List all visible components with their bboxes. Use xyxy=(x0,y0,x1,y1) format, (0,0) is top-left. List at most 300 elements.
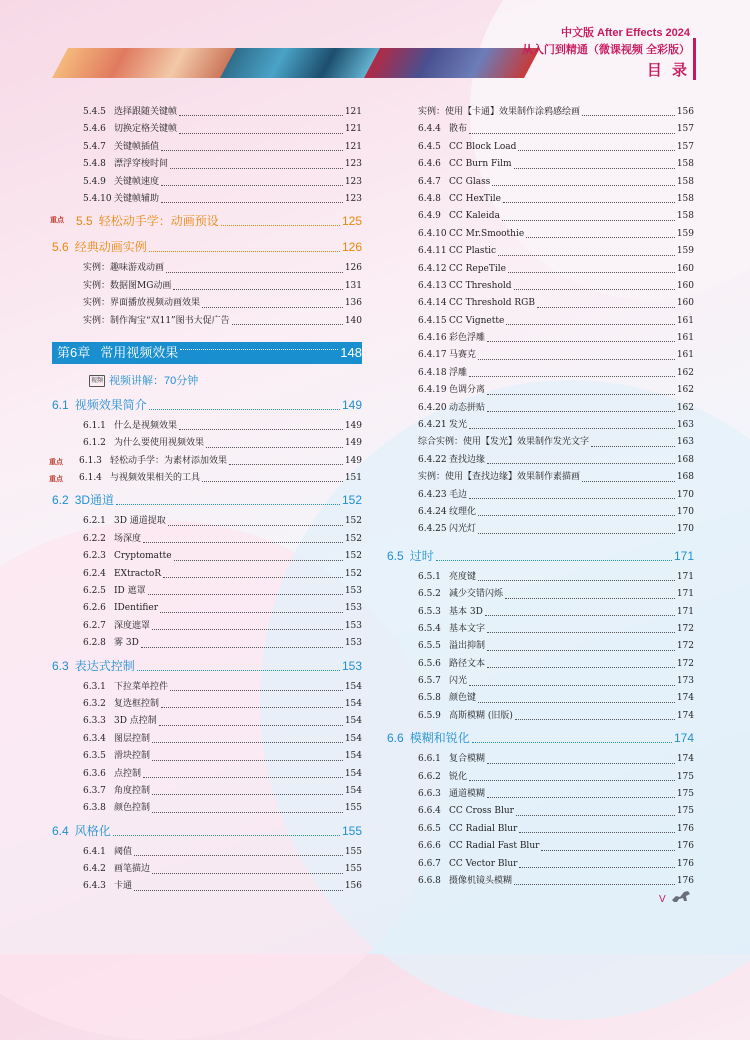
entry-page: 171 xyxy=(676,589,694,600)
entry-page: 160 xyxy=(676,263,694,274)
toc-entry[interactable] xyxy=(387,786,694,803)
leader-dots xyxy=(436,560,672,561)
leader-dots xyxy=(514,884,675,885)
leader-dots xyxy=(498,255,675,256)
leader-dots xyxy=(137,670,340,671)
entry-title: 实例：界面播放视频动画效果 xyxy=(83,298,201,309)
toc-entry[interactable] xyxy=(387,673,694,690)
entry-number: 6.3.8 xyxy=(83,803,106,814)
entry-page: 155 xyxy=(344,846,362,857)
toc-entry[interactable] xyxy=(387,691,694,708)
leader-dots xyxy=(134,890,343,891)
toc-entry[interactable] xyxy=(387,751,694,768)
entry-title: 纹理化 xyxy=(449,506,477,517)
entry-title: IDentifier xyxy=(114,603,159,614)
leader-dots xyxy=(478,515,675,516)
toc-entry[interactable] xyxy=(52,748,362,765)
entry-title: 毛边 xyxy=(449,489,468,500)
header-text xyxy=(522,24,690,80)
entry-title: CC Vector Blur xyxy=(449,858,518,869)
entry-number: 6.4.20 xyxy=(418,402,447,413)
leader-dots xyxy=(161,707,343,708)
entry-number: 6.5.6 xyxy=(418,658,441,669)
toc-entry[interactable] xyxy=(52,800,362,817)
toc-entry[interactable] xyxy=(387,586,694,603)
entry-title: CC Threshold xyxy=(449,280,512,291)
section-page: 125 xyxy=(341,214,362,229)
toc-entry[interactable] xyxy=(52,879,362,896)
leader-dots xyxy=(170,690,343,691)
entry-page: 170 xyxy=(676,489,694,500)
entry-title: 基本 3D xyxy=(449,606,483,617)
entry-page: 172 xyxy=(676,658,694,669)
entry-page: 158 xyxy=(676,211,694,222)
entry-title: 下拉菜单控件 xyxy=(114,681,169,692)
leader-dots xyxy=(229,464,343,465)
entry-page: 170 xyxy=(676,506,694,517)
leader-dots xyxy=(514,168,675,169)
entry-number: 6.2.1 xyxy=(83,516,106,527)
leader-dots xyxy=(485,615,675,616)
leader-dots xyxy=(503,202,675,203)
toc-entry[interactable] xyxy=(387,803,694,820)
toc-section[interactable] xyxy=(52,208,362,234)
entry-title: CC Vignette xyxy=(449,315,505,326)
section-page: 174 xyxy=(673,731,694,746)
entry-title: 关键帧插值 xyxy=(114,141,160,152)
toc-entry[interactable] xyxy=(387,656,694,673)
entry-number: 6.4.2 xyxy=(83,864,106,875)
leader-dots xyxy=(173,289,342,290)
entry-page: 175 xyxy=(676,771,694,782)
leader-dots xyxy=(179,429,343,430)
section-title: 视频效果简介 xyxy=(74,397,147,412)
entry-number: 6.6.5 xyxy=(418,823,441,834)
entry-title: 场深度 xyxy=(114,533,142,544)
toc-entry[interactable] xyxy=(52,531,362,548)
entry-page: 131 xyxy=(344,280,362,291)
entry-page: 176 xyxy=(676,858,694,869)
toc-entry[interactable] xyxy=(387,838,694,855)
entry-title: 基本文字 xyxy=(449,623,486,634)
entry-title: CC Cross Blur xyxy=(449,806,514,817)
entry-title: 图层控制 xyxy=(114,733,151,744)
entry-number: 6.4.25 xyxy=(418,524,447,535)
toc-entry[interactable] xyxy=(387,569,694,586)
entry-number: 6.4.10 xyxy=(418,228,447,239)
entry-number: 6.5.3 xyxy=(418,606,441,617)
leader-dots xyxy=(202,481,343,482)
entry-number: 6.1.2 xyxy=(83,438,106,449)
toc-entry[interactable] xyxy=(52,696,362,713)
entry-page: 154 xyxy=(344,768,362,779)
entry-title: 实例：使用【卡通】效果制作涂鸦感绘画 xyxy=(418,106,581,117)
leader-dots xyxy=(526,237,675,238)
entry-number: 5.4.9 xyxy=(83,176,106,187)
leader-dots xyxy=(487,650,675,651)
entry-page: 155 xyxy=(344,803,362,814)
entry-page: 140 xyxy=(344,315,362,326)
leader-dots xyxy=(508,272,675,273)
entry-page: 157 xyxy=(676,141,694,152)
toc-entry[interactable] xyxy=(52,260,362,277)
entry-number: 6.5.7 xyxy=(418,676,441,687)
entry-page: 121 xyxy=(344,141,362,152)
entry-number: 6.3.4 xyxy=(83,733,106,744)
toc-entry[interactable] xyxy=(387,382,694,399)
toc-entry[interactable] xyxy=(51,453,362,470)
section-number: 6.5 xyxy=(387,548,404,563)
entry-number: 5.4.5 xyxy=(83,106,106,117)
entry-title: Cryptomatte xyxy=(114,551,172,562)
entry-number: 6.4.7 xyxy=(418,176,441,187)
leader-dots xyxy=(159,725,343,726)
toc-entry[interactable] xyxy=(387,174,694,191)
toc-entry[interactable] xyxy=(387,873,694,890)
toc-entry[interactable] xyxy=(52,679,362,696)
page-header xyxy=(0,0,750,100)
entry-page: 171 xyxy=(676,571,694,582)
toc-entry[interactable] xyxy=(387,708,694,725)
toc-entry[interactable] xyxy=(52,174,362,191)
leader-dots xyxy=(152,812,343,813)
toc-entry[interactable] xyxy=(387,638,694,655)
entry-title: CC Mr.Smoothie xyxy=(449,228,525,239)
leader-dots xyxy=(170,168,343,169)
entry-page: 157 xyxy=(676,124,694,135)
toc-entry[interactable] xyxy=(387,121,694,138)
header-photo-strip xyxy=(220,48,386,78)
toc-entry[interactable] xyxy=(387,452,694,469)
toc-entry[interactable] xyxy=(52,513,362,530)
leader-dots xyxy=(221,225,340,226)
leader-dots xyxy=(141,647,343,648)
toc-entry[interactable] xyxy=(387,295,694,312)
toc-entry[interactable] xyxy=(387,261,694,278)
leader-dots xyxy=(206,447,343,448)
entry-title: 浮雕 xyxy=(449,367,468,378)
entry-page: 168 xyxy=(676,454,694,465)
toc-entry[interactable] xyxy=(387,821,694,838)
entry-number: 6.6.1 xyxy=(418,754,441,765)
entry-page: 152 xyxy=(344,551,362,562)
entry-number: 6.4.9 xyxy=(418,211,441,222)
toc-entry[interactable] xyxy=(387,278,694,295)
entry-page: 136 xyxy=(344,298,362,309)
page-title: 目 录 xyxy=(646,62,690,79)
entry-number: 6.4.16 xyxy=(418,333,447,344)
entry-title: 为什么要使用视频效果 xyxy=(114,438,205,449)
toc-entry[interactable] xyxy=(387,208,694,225)
entry-number: 6.4.8 xyxy=(418,193,441,204)
leader-dots xyxy=(180,349,338,350)
section-number: 6.1 xyxy=(52,397,69,412)
entry-title: 什么是视频效果 xyxy=(114,420,178,431)
section-title: 风格化 xyxy=(74,823,111,838)
entry-page: 151 xyxy=(344,473,362,484)
entry-title: 切换定格关键帧 xyxy=(114,124,178,135)
entry-page: 154 xyxy=(344,751,362,762)
leader-dots xyxy=(179,133,343,134)
leader-dots xyxy=(161,202,343,203)
entry-page: 172 xyxy=(676,641,694,652)
toc-entry[interactable] xyxy=(387,365,694,382)
leader-dots xyxy=(469,376,675,377)
leader-dots xyxy=(148,594,343,595)
entry-number: 6.2.8 xyxy=(83,638,106,649)
toc-section[interactable] xyxy=(52,653,362,679)
entry-page: 161 xyxy=(676,333,694,344)
leader-dots xyxy=(152,742,343,743)
entry-title: 路径文本 xyxy=(449,658,486,669)
entry-page: 173 xyxy=(676,676,694,687)
toc-section[interactable] xyxy=(52,487,362,513)
leader-dots xyxy=(506,324,675,325)
leader-dots xyxy=(472,742,672,743)
toc-section[interactable] xyxy=(387,543,694,569)
leader-dots xyxy=(518,150,674,151)
toc-entry[interactable] xyxy=(387,191,694,208)
entry-number: 6.5.2 xyxy=(418,589,441,600)
entry-number: 6.3.1 xyxy=(83,681,106,692)
entry-page: 171 xyxy=(676,606,694,617)
leader-dots xyxy=(487,411,675,412)
entry-title: 角度控制 xyxy=(114,785,151,796)
toc-entry[interactable] xyxy=(52,731,362,748)
chapter-title: 常用视频效果 xyxy=(100,344,179,360)
entry-page: 175 xyxy=(676,789,694,800)
entry-page: 162 xyxy=(676,402,694,413)
toc-section[interactable] xyxy=(52,234,362,260)
section-page: 153 xyxy=(341,658,362,673)
section-page: 171 xyxy=(673,548,694,563)
entry-page: 123 xyxy=(344,159,362,170)
section-title: 模糊和锐化 xyxy=(409,731,470,746)
toc-entry[interactable] xyxy=(52,104,362,121)
entry-page: 121 xyxy=(344,106,362,117)
entry-page: 160 xyxy=(676,280,694,291)
toc-entry[interactable] xyxy=(387,417,694,434)
entry-title: CC Threshold RGB xyxy=(449,298,535,309)
leader-dots xyxy=(519,867,674,868)
entry-number: 6.2.3 xyxy=(83,551,106,562)
entry-number: 6.4.18 xyxy=(418,367,447,378)
toc-entry[interactable] xyxy=(387,621,694,638)
section-number: 6.4 xyxy=(52,823,69,838)
video-text: 视频讲解：70分钟 xyxy=(109,374,199,387)
entry-number: 6.3.2 xyxy=(83,698,106,709)
toc-entry[interactable] xyxy=(387,469,694,486)
toc-entry[interactable] xyxy=(52,766,362,783)
leader-dots xyxy=(202,307,343,308)
entry-title: 马赛克 xyxy=(449,350,477,361)
toc-entry[interactable] xyxy=(52,713,362,730)
toc-entry[interactable] xyxy=(387,156,694,173)
entry-title: CC Glass xyxy=(449,176,491,187)
entry-title: 阈值 xyxy=(114,846,133,857)
leader-dots xyxy=(152,794,343,795)
leader-dots xyxy=(163,577,343,578)
entry-page: 153 xyxy=(344,620,362,631)
toc-entry[interactable] xyxy=(52,861,362,878)
toc-entry[interactable] xyxy=(387,313,694,330)
toc-entry[interactable] xyxy=(52,583,362,600)
toc-entry[interactable] xyxy=(52,635,362,652)
toc-entry[interactable] xyxy=(387,521,694,538)
entry-title: 锐化 xyxy=(449,771,468,782)
toc-entry[interactable] xyxy=(387,604,694,621)
leader-dots xyxy=(469,780,675,781)
entry-title: 摄像机镜头模糊 xyxy=(449,876,513,886)
entry-page: 158 xyxy=(676,159,694,170)
entry-page: 153 xyxy=(344,638,362,649)
entry-page: 156 xyxy=(344,881,362,892)
toc-entry[interactable] xyxy=(387,347,694,364)
leader-dots xyxy=(478,533,675,534)
section-number: 5.5 xyxy=(76,214,93,229)
toc-entry[interactable] xyxy=(52,548,362,565)
entry-number: 6.4.15 xyxy=(418,315,447,326)
toc-entry[interactable] xyxy=(52,435,362,452)
leader-dots xyxy=(519,832,674,833)
entry-number: 6.1.1 xyxy=(83,420,106,431)
leader-dots xyxy=(232,324,343,325)
entry-title: 点控制 xyxy=(114,768,142,779)
toc-entry[interactable] xyxy=(387,769,694,786)
toc-entry[interactable] xyxy=(387,434,694,451)
leader-dots xyxy=(166,272,343,273)
leader-dots xyxy=(505,598,675,599)
entry-number: 6.1.4 xyxy=(79,473,102,484)
leader-dots xyxy=(487,463,675,464)
leader-dots xyxy=(487,797,675,798)
toc-entry[interactable] xyxy=(387,487,694,504)
entry-page: 123 xyxy=(344,176,362,187)
entry-page: 160 xyxy=(676,298,694,309)
entry-title: 亮度键 xyxy=(449,571,477,582)
toc-section[interactable] xyxy=(387,725,694,751)
entry-title: 画笔描边 xyxy=(114,864,151,875)
entry-title: 闪光 xyxy=(449,676,468,687)
toc-entry[interactable] xyxy=(52,121,362,138)
toc-entry[interactable] xyxy=(52,783,362,800)
section-page: 149 xyxy=(341,397,362,412)
leader-dots xyxy=(582,115,675,116)
leader-dots xyxy=(161,185,343,186)
entry-title: 颜色键 xyxy=(449,693,477,704)
entry-number: 6.5.5 xyxy=(418,641,441,652)
chapter-page: 148 xyxy=(340,344,362,360)
leader-dots xyxy=(469,428,675,429)
chapter-heading[interactable] xyxy=(52,342,362,364)
leader-dots xyxy=(515,719,675,720)
toc-entry[interactable] xyxy=(52,418,362,435)
section-title: 3D通道 xyxy=(74,493,115,508)
entry-number: 6.4.3 xyxy=(83,881,106,892)
entry-number: 6.3.5 xyxy=(83,751,106,762)
toc-entry[interactable] xyxy=(52,618,362,635)
entry-title: 减少交错闪烁 xyxy=(449,589,504,600)
leader-dots xyxy=(113,835,340,836)
toc-entry[interactable] xyxy=(52,139,362,156)
entry-number: 6.4.1 xyxy=(83,846,106,857)
entry-page: 121 xyxy=(344,124,362,135)
entry-page: 154 xyxy=(344,681,362,692)
entry-page: 161 xyxy=(676,315,694,326)
entry-number: 6.3.6 xyxy=(83,768,106,779)
leader-dots xyxy=(487,667,675,668)
video-icon: 视频 xyxy=(89,375,105,387)
toc-entry[interactable] xyxy=(52,844,362,861)
leader-dots xyxy=(149,409,340,410)
toc-entry[interactable] xyxy=(387,243,694,260)
entry-title: 动态拼贴 xyxy=(449,402,486,413)
entry-number: 6.4.22 xyxy=(418,454,447,465)
entry-page: 175 xyxy=(676,806,694,817)
toc-entry[interactable] xyxy=(52,156,362,173)
toc-left-column xyxy=(49,104,362,896)
toc-entry[interactable] xyxy=(387,139,694,156)
entry-page: 156 xyxy=(676,106,694,117)
toc-entry[interactable] xyxy=(387,400,694,417)
entry-number: 6.3.7 xyxy=(83,785,106,796)
entry-title: CC RepeTile xyxy=(449,263,506,274)
toc-entry[interactable] xyxy=(52,566,362,583)
leader-dots xyxy=(487,341,675,342)
entry-title: CC Kaleida xyxy=(449,211,500,222)
toc-entry[interactable] xyxy=(52,600,362,617)
toc-entry[interactable] xyxy=(387,504,694,521)
leader-dots xyxy=(143,777,343,778)
toc-section[interactable] xyxy=(52,392,362,418)
entry-number: 6.5.4 xyxy=(418,623,441,634)
entry-title: CC HexTile xyxy=(449,193,501,204)
entry-number: 6.3.3 xyxy=(83,716,106,727)
entry-number: 5.4.8 xyxy=(83,159,106,170)
entry-number: 6.2.7 xyxy=(83,620,106,631)
toc-entry[interactable] xyxy=(52,313,362,330)
entry-title: 选择跟随关键帧 xyxy=(114,106,178,117)
leader-dots xyxy=(469,498,675,499)
leader-dots xyxy=(174,560,343,561)
toc-right-column xyxy=(387,104,694,890)
toc-entry[interactable] xyxy=(387,226,694,243)
toc-entry[interactable] xyxy=(52,191,362,208)
entry-page: 176 xyxy=(676,876,694,886)
toc-entry[interactable] xyxy=(52,295,362,312)
leader-dots xyxy=(487,763,675,764)
toc-entry[interactable] xyxy=(51,470,362,487)
entry-number: 6.4.14 xyxy=(418,298,447,309)
horse-icon xyxy=(670,888,692,904)
entry-page: 149 xyxy=(344,438,362,449)
page-number: V xyxy=(659,894,666,905)
leader-dots xyxy=(160,612,343,613)
toc-entry[interactable] xyxy=(387,104,694,121)
toc-section[interactable] xyxy=(52,818,362,844)
toc-entry[interactable] xyxy=(387,330,694,347)
leader-dots xyxy=(487,394,675,395)
entry-page: 163 xyxy=(676,420,694,431)
toc-entry[interactable] xyxy=(52,278,362,295)
entry-number: 6.5.1 xyxy=(418,571,441,582)
entry-page: 153 xyxy=(344,603,362,614)
toc-entry[interactable] xyxy=(387,856,694,873)
entry-page: 168 xyxy=(676,472,694,483)
book-title: 中文版 After Effects 2024 xyxy=(561,27,690,39)
entry-page: 154 xyxy=(344,716,362,727)
leader-dots xyxy=(591,446,675,447)
